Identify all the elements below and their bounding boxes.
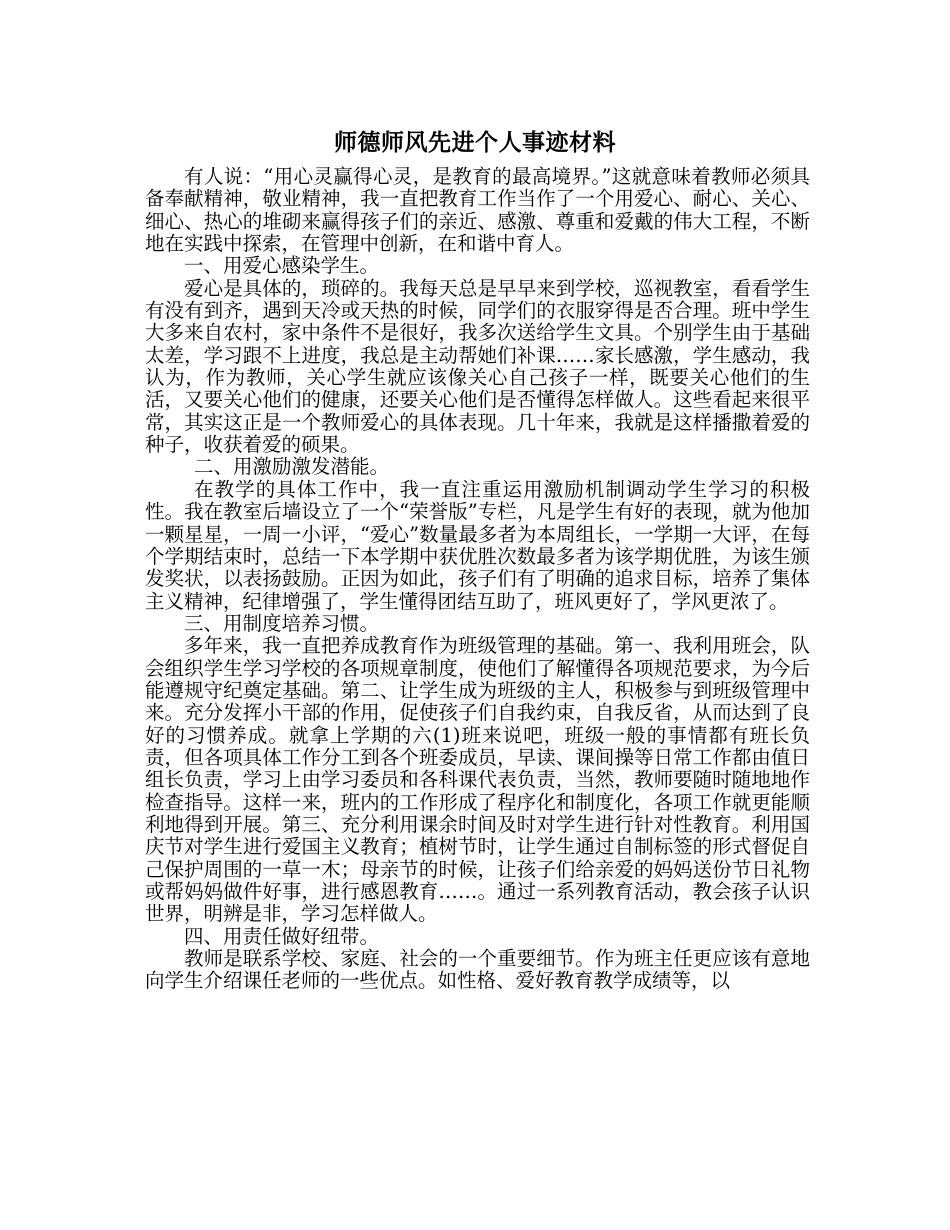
section-heading-3: 三、用制度培养习惯。	[184, 611, 380, 635]
section-body-2: 在教学的具体工作中，我一直注重运用激励机制调动学生学习的积极性。我在教室后墙设立了一个“荣誉版”专栏，凡是学生有好的表现，就为他加一颗星星，一周一小评，“爱心”数量最多者为本周组长，一学期一大评，在每个学期结束时，总结一下本学期中获优胜次数最多者为该学期优胜，为该生颁发奖状，以表扬鼓励。正因为如此，孩子们有了明确的追求目标，培养了集体主义精神，纪律增强了，学生懂得团结互助了，班风更好了，学风更浓了。	[145, 477, 810, 613]
section-body-3: 多年来，我一直把养成教育作为班级管理的基础。第一、我利用班会，队会组织学生学习学校的各项规章制度，使他们了解懂得各项规范要求，为今后能遵规守纪奠定基础。第二、让学生成为班级的主人，积极参与到班级管理中来。充分发挥小干部的作用，促使孩子们自我约束，自我反省，从而达到了良好的习惯养成。就拿上学期的六(1)班来说吧，班级一般的事情都有班长负责，但各项具体工作分工到各个班委成员，早读、课间操等日常工作都由值日组长负责，学习上由学习委员和各科课代表负责，当然，教师要随时随地地作检查指导。这样一来，班内的工作形成了程序化和制度化，各项工作就更能顺利地得到开展。第三、充分利用课余时间及时对学生进行针对性教育。利用国庆节对学生进行爱国主义教育；植树节时，让学生通过自制标签的形式督促自己保护周围的一草一木；母亲节的时候，让孩子们给亲爱的妈妈送份节日礼物或帮妈妈做件好事，进行感恩教育……。通过一系列教育活动，教会孩子认识世界，明辨是非，学习怎样做人。	[145, 634, 810, 926]
section-body-1: 爱心是具体的，琐碎的。我每天总是早早来到学校，巡视教室，看看学生有没有到齐，遇到天冷或天热的时候，同学们的衣服穿得是否合理。班中学生大多来自农村，家中条件不是很好，我多次送给学生文具。个别学生由于基础太差，学习跟不上进度，我总是主动帮她们补课……家长感激，学生感动，我认为，作为教师，关心学生就应该像关心自己孩子一样，既要关心他们的生活，又要关心他们的健康，还要关心他们是否懂得怎样做人。这些看起来很平常，其实这正是一个教师爱心的具体表现。几十年来，我就是这样播撒着爱的种子，收获着爱的硕果。	[145, 276, 810, 457]
section-heading-1: 一、用爱心感染学生。	[184, 254, 380, 278]
intro-paragraph: 有人说：“用心灵赢得心灵，是教育的最高境界。”这就意味着教师必须具备奉献精神，敬业精神，我一直把教育工作当作了一个用爱心、耐心、关心、细心、热心的堆砌来赢得孩子们的亲近、感激、尊重和爱戴的伟大工程，不断地在实践中探索，在管理中创新，在和谐中育人。	[145, 165, 810, 256]
section-body-4: 教师是联系学校、家庭、社会的一个重要细节。作为班主任更应该有意地向学生介绍课任老师的一些优点。如性格、爱好教育教学成绩等，以	[145, 947, 810, 993]
document-title: 师德师风先进个人事迹材料	[334, 129, 616, 156]
document-body	[145, 166, 810, 993]
section-heading-4: 四、用责任做好纽带。	[184, 924, 380, 948]
section-heading-2: 二、用激励激发潜能。	[194, 455, 390, 479]
